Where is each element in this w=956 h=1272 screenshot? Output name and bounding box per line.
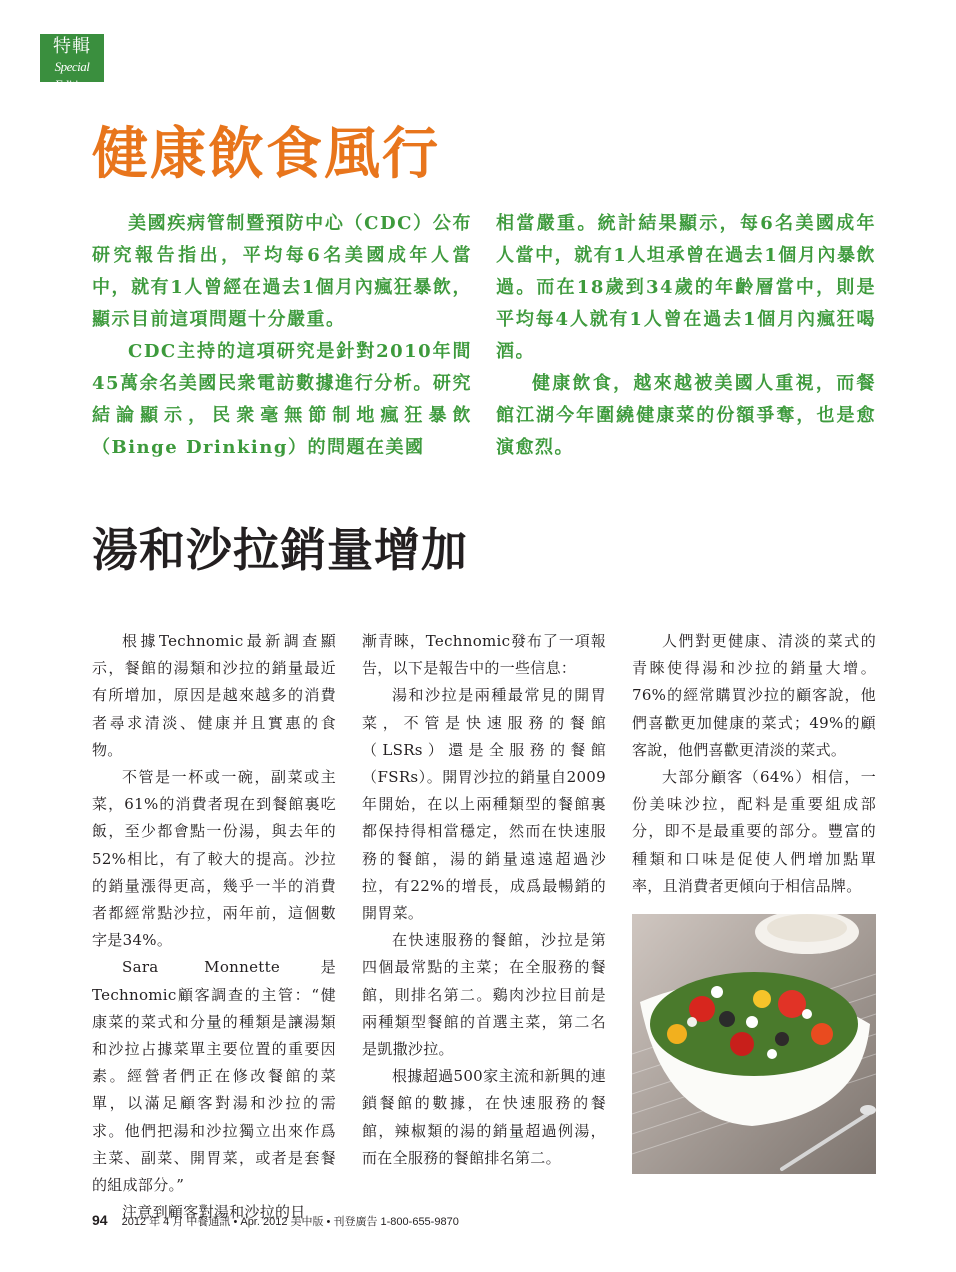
body-paragraph: 湯和沙拉是兩種最常見的開胃菜，不管是快速服務的餐館（LSRs）還是全服務的餐館（FSRs）。開胃沙拉的銷量自2009年開始，在以上兩種類型的餐館裏都保持得相當穩定，然而在快速服務的餐館，湯的銷量遠遠超過沙拉，有22%的增長，成爲最暢銷的開胃菜。 bbox=[362, 686, 606, 923]
salad-photo bbox=[632, 914, 876, 1174]
intro-paragraph: 相當嚴重。統計結果顯示，每6名美國成年人當中，就有1人坦承曾在過去1個月內暴飲過。而在18歲到34歲的年齡層當中，則是平均每4人就有1人曾在過去1個月內瘋狂喝酒。 bbox=[496, 213, 877, 362]
body-paragraph: 根據超過500家主流和新興的連鎖餐館的數據，在快速服務的餐館，辣椒類的湯的銷量超過例湯，而在全服務的餐館排名第二。 bbox=[362, 1067, 606, 1167]
badge-english-label: Special Edition bbox=[54, 59, 90, 92]
footer-publication-info: 2012 年 4 月 中餐通訊 • Apr. 2012 美中版 • 刊登廣告 1-800-655-9870 bbox=[121, 1216, 459, 1228]
body-paragraph: 漸青睞，Technomic發布了一項報告，以下是報告中的一些信息： bbox=[362, 632, 606, 678]
body-paragraph: 根據Technomic最新調查顯示，餐館的湯類和沙拉的銷量最近有所增加，原因是越來越多的消費者尋求清淡、健康并且實惠的食物。 bbox=[92, 632, 336, 759]
body-paragraph: Sara Monnette是Technomic顧客調查的主管：“健康菜的菜式和分量的種類是讓湯類和沙拉占據菜單主要位置的重要因素。經營者們正在修改餐館的菜單，以滿足顧客對湯和沙拉的需求。他們把湯和沙拉獨立出來作爲主菜、副菜、開胃菜，或者是套餐的組成部分。” bbox=[92, 958, 336, 1195]
intro-paragraph: CDC主持的這項研究是針對2010年間45萬余名美國民衆電訪數據進行分析。研究結論顯示，民衆毫無節制地瘋狂暴飲（Binge Drinking）的問題在美國 bbox=[92, 341, 472, 458]
body-paragraph: 在快速服務的餐館，沙拉是第四個最常點的主菜；在全服務的餐館，則排名第二。鷄肉沙拉目前是兩種類型餐館的首選主菜，第二名是凱撒沙拉。 bbox=[362, 931, 606, 1059]
intro-section bbox=[92, 208, 876, 464]
page-footer bbox=[92, 1212, 459, 1230]
body-paragraph: 不管是一杯或一碗，副菜或主菜，61%的消費者現在到餐館裏吃飯，至少都會點一份湯，與去年的52%相比，有了較大的提高。沙拉的銷量漲得更高，幾乎一半的消費者都經常點沙拉，兩年前，這個數字是34%。 bbox=[92, 768, 336, 950]
page-number: 94 bbox=[92, 1212, 108, 1228]
badge-chinese-label: 特輯 bbox=[53, 36, 91, 57]
body-paragraph: 大部分顧客（64%）相信，一份美味沙拉，配料是重要組成部分，即不是最重要的部分。豐富的種類和口味是促使人們增加點單率，且消費者更傾向于相信品牌。 bbox=[632, 768, 876, 895]
intro-column-left bbox=[92, 208, 472, 464]
body-column-3 bbox=[632, 628, 876, 1226]
body-paragraph: 人們對更健康、清淡的菜式的青睞使得湯和沙拉的銷量大增。76%的經常購買沙拉的顧客說，他們喜歡更加健康的菜式；49%的顧客說，他們喜歡更清淡的菜式。 bbox=[632, 632, 876, 759]
article-title-healthy-eating: 健康飲食風行 bbox=[92, 121, 440, 187]
body-column-1 bbox=[92, 628, 336, 1226]
body-section bbox=[92, 628, 876, 1226]
intro-paragraph: 健康飲食，越來越被美國人重視，而餐館江湖今年圍繞健康菜的份額爭奪，也是愈演愈烈。 bbox=[496, 373, 876, 458]
body-paragraph: 注意到顧客對湯和沙拉的日 bbox=[122, 1203, 306, 1222]
article-title-soup-salad: 湯和沙拉銷量增加 bbox=[92, 523, 468, 577]
salad-bowl-illustration bbox=[632, 914, 876, 1174]
intro-paragraph: 美國疾病管制暨預防中心（CDC）公布研究報告指出，平均每6名美國成年人當中，就有1人曾經在過去1個月內瘋狂暴飲，顯示目前這項問題十分嚴重。 bbox=[92, 213, 472, 330]
body-column-2 bbox=[362, 628, 606, 1226]
special-edition-badge bbox=[40, 34, 104, 92]
intro-column-right bbox=[496, 208, 876, 464]
